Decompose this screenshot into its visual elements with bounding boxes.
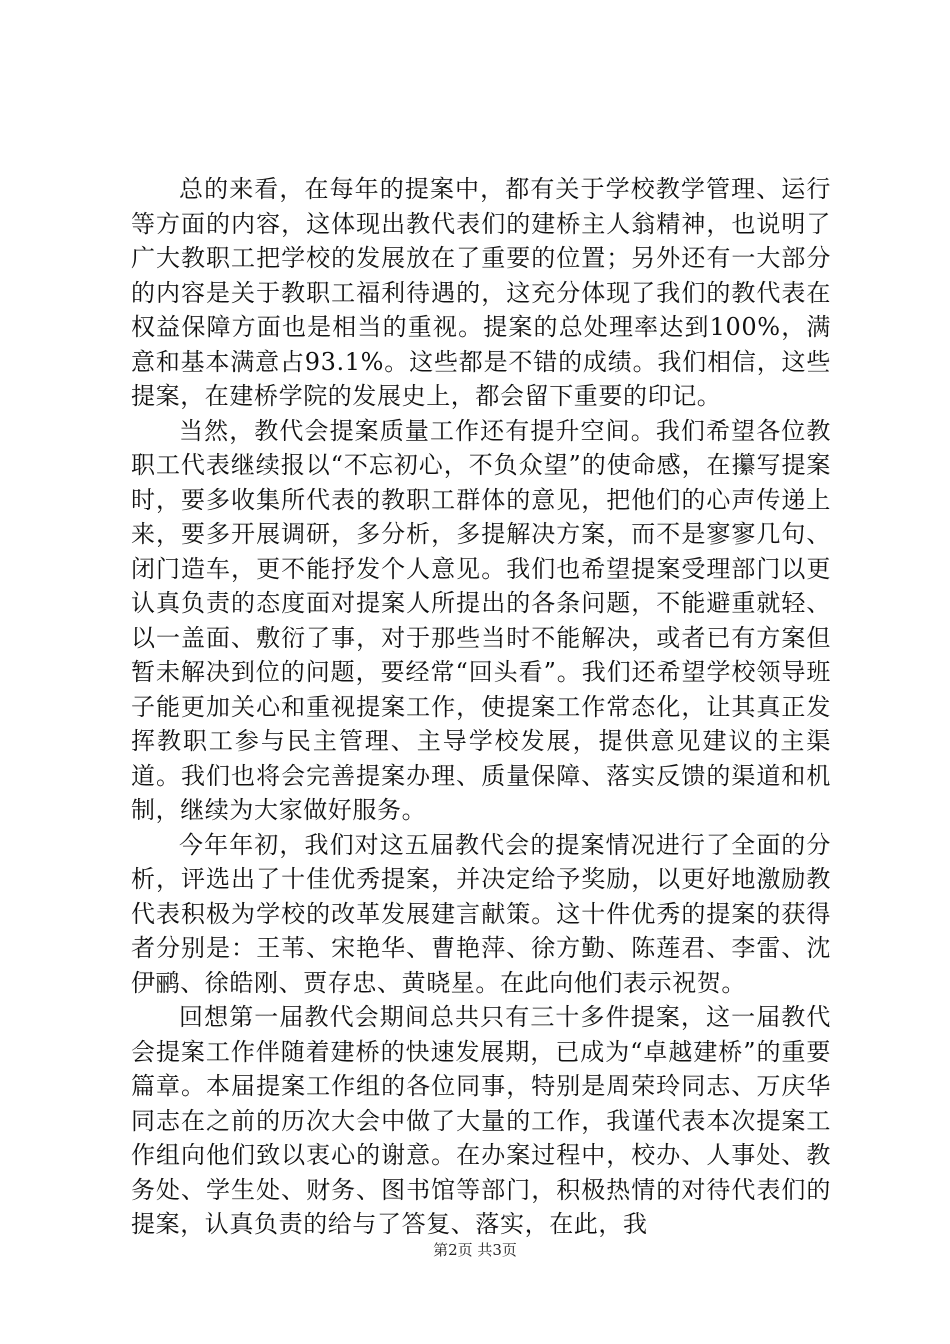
document-body bbox=[131, 172, 831, 1242]
page-number-footer: 第2页 共3页 bbox=[433, 1241, 517, 1259]
paragraph-summary: 总的来看，在每年的提案中，都有关于学校教学管理、运行等方面的内容，这体现出教代表们的建桥主人翁精神，也说明了广大教职工把学校的发展放在了重要的位置；另外还有一大部分的内容是关于教职工福利待遇的，这充分体现了我们的教代表在权益保障方面也是相当的重视。提案的总处理率达到100%，满意和基本满意占93.1%。这些都是不错的成绩。我们相信，这些提案，在建桥学院的发展史上，都会留下重要的印记。 bbox=[131, 175, 831, 410]
paragraph-improvement: 当然，教代会提案质量工作还有提升空间。我们希望各位教职工代表继续报以“不忘初心，不负众望”的使命感，在攥写提案时，要多收集所代表的教职工群体的意见，把他们的心声传递上来，要多开展调研，多分析，多提解决方案，而不是寥寥几句、闭门造车，更不能抒发个人意见。我们也希望提案受理部门以更认真负责的态度面对提案人所提出的各条问题，不能避重就轻、以一盖面、敷衍了事，对于那些当时不能解决，或者已有方案但暂未解决到位的问题，要经常“回头看”。我们还希望学校领导班子能更加关心和重视提案工作，使提案工作常态化，让其真正发挥教职工参与民主管理、主导学校发展，提供意见建议的主渠道。我们也将会完善提案办理、质量保障、落实反馈的渠道和机制，继续为大家做好服务。 bbox=[131, 416, 831, 824]
paragraph-acknowledgement: 回想第一届教代会期间总共只有三十多件提案，这一届教代会提案工作伴随着建桥的快速发展期，已成为“卓越建桥”的重要篇章。本届提案工作组的各位同事，特别是周荣玲同志、万庆华同志在之前的历次大会中做了大量的工作，我谨代表本次提案工作组向他们致以衷心的谢意。在办案过程中，校办、人事处、教务处、学生处、财务、图书馆等部门，积极热情的对待代表们的提案，认真负责的给与了答复、落实，在此，我 bbox=[131, 1003, 831, 1238]
paragraph-awards: 今年年初，我们对这五届教代会的提案情况进行了全面的分析，评选出了十佳优秀提案，并决定给予奖励，以更好地激励教代表积极为学校的改革发展建言献策。这十件优秀的提案的获得者分别是：王苇、宋艳华、曹艳萍、徐方勤、陈莲君、李雷、沈伊鹂、徐皓刚、贾存忠、黄晓星。在此向他们表示祝贺。 bbox=[131, 830, 831, 997]
